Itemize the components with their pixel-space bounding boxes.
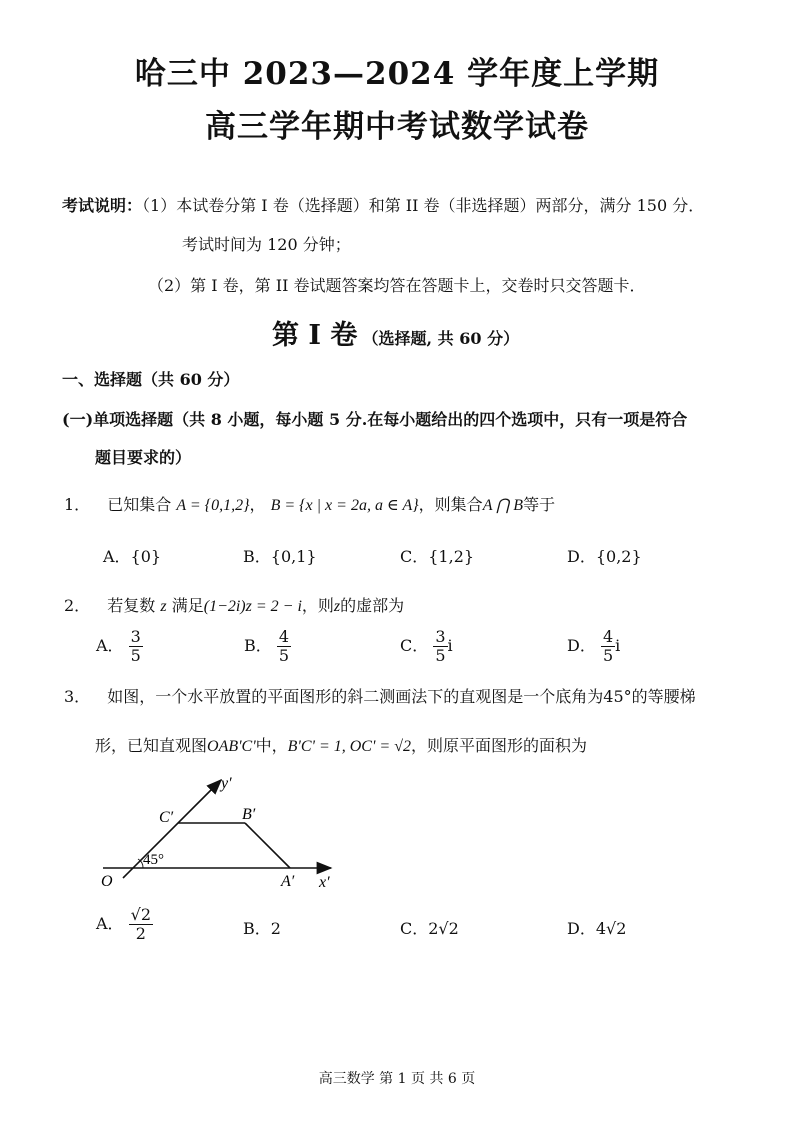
question-number: 3．	[64, 687, 91, 706]
math-expression: (1−2i)z = 2 − i	[203, 598, 302, 615]
option-c: C．{1,2}	[400, 547, 475, 566]
option-a	[96, 906, 153, 943]
option-d	[567, 628, 620, 665]
question-text: 若复数	[107, 596, 156, 615]
option-letter: B．	[243, 919, 271, 938]
part-title: 一、选择题（共 60 分）	[62, 370, 240, 389]
fraction-numerator: 4	[278, 627, 290, 646]
label-c: C′	[159, 809, 174, 826]
question-number: 2．	[64, 596, 91, 615]
question-text: 已知集合	[107, 495, 172, 514]
imaginary-unit: i	[615, 636, 621, 655]
question-text: ，则集合	[418, 495, 483, 514]
trapezoid-figure	[95, 770, 345, 895]
option-letter: D．	[567, 919, 596, 938]
instructions-label: 考试说明：	[62, 196, 143, 215]
fraction-denominator: 5	[602, 646, 614, 665]
question-3-line2	[95, 733, 587, 756]
fraction-denominator: 5	[130, 646, 141, 665]
label-b: B′	[242, 806, 256, 823]
section-subtitle: （选择题, 共 60 分）	[362, 329, 520, 348]
exam-title-line2: 高三学年期中考试数学试卷	[205, 109, 589, 145]
question-text: 如图，一个水平放置的平面图形的斜二测画法下的直观图是一个底角为45°的等腰梯	[107, 687, 696, 706]
separator: ，	[249, 495, 266, 514]
instructions-line2: 考试时间为 120 分钟；	[182, 235, 351, 254]
option-letter: C．	[400, 919, 429, 938]
instructions-text1: （1）本试卷分第 I 卷（选择题）和第 II 卷（非选择题）两部分，满分 150 分．	[142, 196, 705, 215]
fraction	[433, 628, 447, 665]
math-expression: A = {0,1,2}	[176, 497, 250, 514]
option-d	[567, 916, 626, 939]
math-expression: OAB'C'	[207, 738, 256, 755]
math-expression: A ⋂ B	[482, 497, 524, 514]
fraction-denominator: 2	[135, 924, 146, 943]
question-3	[64, 684, 696, 707]
math-expression: B'C' = 1, OC' = √2	[287, 738, 411, 755]
label-x: x′	[319, 874, 330, 891]
fraction-numerator: 3	[435, 627, 446, 646]
question-number: 1．	[64, 495, 91, 514]
option-value: 2	[270, 919, 281, 938]
section-heading	[272, 313, 519, 352]
y-axis	[123, 780, 221, 878]
fraction-numerator: √2	[130, 905, 152, 924]
question-text: ，则原平面图形的面积为	[410, 736, 587, 755]
question-text: 满足	[171, 596, 204, 615]
question-text: 形，已知直观图	[95, 736, 208, 755]
option-b	[243, 916, 281, 939]
math-variable: z	[160, 598, 167, 615]
label-a: A′	[281, 873, 295, 890]
option-d: D．{0,2}	[567, 547, 642, 566]
instructions-line1	[62, 193, 704, 216]
option-a: A．{0}	[103, 547, 162, 566]
section-title: 第 I 卷	[272, 320, 358, 351]
option-c	[400, 916, 459, 939]
question-text: 的虚部为	[340, 596, 405, 615]
option-letter: A．	[96, 636, 124, 655]
option-value: 2√2	[428, 919, 459, 938]
question-1	[64, 492, 555, 515]
exam-title-line1: 哈三中 2023—2024 学年度上学期	[134, 56, 660, 92]
fraction-denominator: 5	[278, 646, 290, 665]
option-letter: C．	[400, 636, 429, 655]
option-letter: B．	[244, 636, 272, 655]
fraction	[277, 628, 291, 665]
question-text: 中，	[255, 736, 288, 755]
option-letter: A．	[96, 914, 124, 933]
option-a	[96, 628, 143, 665]
subsection-line1: (一)单项选择题（共 8 小题，每小题 5 分.在每小题给出的四个选项中，只有一项是符合	[62, 410, 688, 429]
fraction	[601, 628, 615, 665]
fraction-denominator: 5	[435, 646, 446, 665]
question-text: ，则	[301, 596, 334, 615]
edge-ba	[245, 823, 290, 868]
option-value: 4√2	[595, 919, 627, 938]
option-b	[244, 628, 291, 665]
fraction-numerator: 3	[130, 627, 141, 646]
label-o: O	[101, 873, 113, 890]
fraction	[129, 628, 143, 665]
label-angle: 45°	[143, 852, 164, 868]
question-2	[64, 593, 404, 616]
fraction	[129, 906, 153, 943]
option-c	[400, 628, 453, 665]
question-text: 等于	[523, 495, 556, 514]
math-expression: B = {x | x = 2a, a ∈ A}	[270, 497, 419, 514]
label-y: y′	[221, 775, 232, 792]
subsection-line2: 题目要求的）	[95, 448, 192, 467]
option-letter: D．	[567, 636, 596, 655]
math-variable: z	[333, 598, 341, 615]
imaginary-unit: i	[447, 636, 453, 655]
fraction-numerator: 4	[602, 627, 614, 646]
page-footer: 高三数学 第 1 页 共 6 页	[318, 1071, 476, 1087]
option-b: B．{0,1}	[243, 547, 317, 566]
instructions-line3: （2）第 I 卷，第 II 卷试题答案均答在答题卡上，交卷时只交答题卡．	[148, 276, 646, 295]
